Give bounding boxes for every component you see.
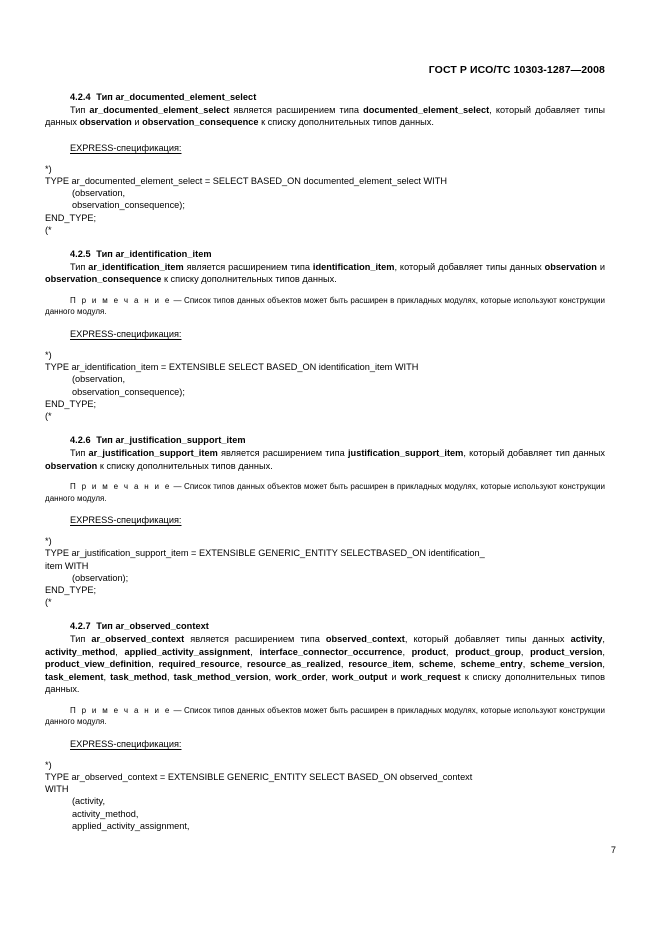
express-code-line: observation_consequence);	[72, 200, 185, 211]
clause-title: Тип ar_identification_item	[96, 249, 212, 260]
type-name-emphasis: applied_activity_assignment	[124, 646, 251, 657]
express-code-line: TYPE ar_observed_context = EXTENSIBLE GENERIC_ENTITY SELECT BASED_ON observed_context	[45, 771, 473, 782]
express-code-line: (observation,	[72, 374, 126, 385]
type-name-emphasis: scheme_entry	[460, 659, 523, 670]
paragraph-text: к списку дополнительных типов данных.	[97, 460, 273, 471]
note-paragraph	[45, 295, 605, 318]
clause-number: 4.2.5	[70, 249, 91, 260]
paragraph-text: Тип	[70, 105, 90, 115]
paragraph-text: ,	[602, 659, 605, 670]
paragraph-text: , который добавляет типы данных	[394, 262, 545, 273]
paragraph-text: к списку дополнительных типов данных.	[258, 117, 434, 128]
clause-heading	[45, 90, 605, 104]
clause-heading	[45, 619, 605, 633]
paragraph-text: и	[596, 262, 605, 273]
note-paragraph	[45, 481, 605, 504]
type-name-emphasis: observation	[79, 117, 132, 128]
type-name-emphasis: observation_consequence	[45, 274, 162, 285]
running-header-standard-id: ГОСТ Р ИСО/ТС 10303-1287—2008	[428, 64, 605, 76]
type-name-emphasis: observation	[544, 262, 597, 273]
type-name-emphasis: task_method	[110, 671, 168, 682]
type-name-emphasis: justification_support_item	[347, 448, 464, 459]
type-name-emphasis: activity	[570, 634, 603, 645]
type-name-emphasis: product_version	[530, 646, 603, 657]
express-code-line: (observation,	[72, 188, 126, 199]
express-code-line: observation_consequence);	[72, 386, 185, 397]
note-text: — Список типов данных объектов может быть расширен в прикладных модулях, которые используют конструкции данного модуля.	[45, 482, 605, 503]
express-specification-caption-text: EXPRESS-спецификация:	[70, 738, 182, 749]
page-number: 7	[610, 845, 616, 855]
express-code-line: (*	[45, 411, 52, 422]
clause-body-paragraph	[45, 104, 605, 129]
paragraph-text: ,	[325, 671, 333, 682]
paragraph-text: , который добавляет типы данных	[404, 634, 571, 645]
clause-heading	[45, 433, 605, 447]
paragraph-text: ,	[340, 659, 349, 670]
type-name-emphasis: observed_context	[325, 634, 405, 645]
express-code-line: WITH	[45, 784, 69, 795]
paragraph-text: является расширением типа	[184, 634, 326, 645]
express-code-block	[45, 535, 605, 608]
clause-body-paragraph	[45, 633, 605, 695]
paragraph-text: ,	[268, 671, 276, 682]
clause-title: Тип ar_documented_element_select	[96, 92, 257, 102]
express-code-line: (*	[45, 597, 52, 608]
paragraph-text: ,	[402, 646, 412, 657]
type-name-emphasis: resource_item	[348, 659, 412, 670]
type-name-emphasis: observation_consequence	[142, 117, 259, 128]
express-code-line: activity_method,	[72, 808, 139, 819]
express-code-line: *)	[45, 350, 52, 361]
paragraph-text: ,	[453, 659, 461, 670]
paragraph-text: ,	[602, 646, 605, 657]
clause-body-paragraph	[45, 447, 605, 472]
type-name-emphasis: observation	[45, 460, 98, 471]
paragraph-text: к списку дополнительных типов данных.	[45, 671, 605, 695]
type-name-emphasis: scheme_version	[530, 659, 603, 670]
type-name-emphasis: required_resource	[158, 659, 240, 670]
type-name-emphasis: ar_observed_context	[91, 634, 185, 645]
express-specification-caption	[45, 142, 605, 155]
paragraph-text: , который добавляет тип данных	[463, 448, 605, 459]
clause-number: 4.2.7	[70, 621, 91, 632]
type-name-emphasis: work_order	[275, 671, 326, 682]
type-name-emphasis: documented_element_select	[363, 105, 490, 115]
paragraph-text: и	[387, 671, 401, 682]
express-code-line: *)	[45, 163, 52, 174]
paragraph-text: Тип	[70, 262, 89, 273]
note-text: — Список типов данных объектов может быть расширен в прикладных модулях, которые используют конструкции данного модуля.	[45, 295, 605, 317]
express-code-block	[45, 759, 605, 832]
paragraph-text: ,	[411, 659, 419, 670]
note-label: П р и м е ч а н и е	[70, 705, 172, 715]
express-specification-caption	[45, 328, 605, 341]
paragraph-text: является расширением типа	[229, 105, 364, 115]
express-code-line: *)	[45, 536, 52, 547]
note-text: — Список типов данных объектов может быть расширен в прикладных модулях, которые используют конструкции данного модуля.	[45, 705, 605, 727]
clause-title: Тип ar_justification_support_item	[96, 435, 246, 446]
type-name-emphasis: product_group	[455, 646, 521, 657]
paragraph-text: к списку дополнительных типов данных.	[161, 274, 337, 285]
type-name-emphasis: ar_identification_item	[88, 262, 184, 273]
type-name-emphasis: task_method_version	[173, 671, 269, 682]
express-code-line: END_TYPE;	[45, 212, 97, 223]
express-code-line: *)	[45, 759, 52, 770]
express-code-line: (*	[45, 224, 52, 235]
paragraph-text: Тип	[70, 448, 89, 459]
express-specification-caption-text: EXPRESS-спецификация:	[70, 515, 182, 526]
type-name-emphasis: scheme	[418, 659, 454, 670]
express-code-line: END_TYPE;	[45, 585, 97, 596]
express-code-line: TYPE ar_documented_element_select = SELECT BASED_ON documented_element_select WITH	[45, 176, 447, 187]
type-name-emphasis: product	[411, 646, 447, 657]
paragraph-text: ,	[115, 646, 125, 657]
type-name-emphasis: ar_justification_support_item	[88, 448, 218, 459]
type-name-emphasis: resource_as_realized	[247, 659, 341, 670]
paragraph-text: ,	[522, 659, 531, 670]
clause-number: 4.2.6	[70, 435, 91, 446]
paragraph-text: Тип	[70, 634, 92, 645]
paragraph-text: ,	[103, 671, 111, 682]
paragraph-text: ,	[239, 659, 248, 670]
express-specification-caption-text: EXPRESS-спецификация:	[70, 329, 182, 340]
paragraph-text: ,	[151, 659, 159, 670]
express-code-line: item WITH	[45, 560, 89, 571]
paragraph-text: ,	[602, 634, 605, 645]
express-specification-caption-text: EXPRESS-спецификация:	[70, 142, 182, 153]
page-content	[45, 0, 605, 832]
type-name-emphasis: product_view_definition	[45, 659, 152, 670]
type-name-emphasis: ar_documented_element_select	[89, 105, 230, 115]
clause-number: 4.2.4	[70, 92, 91, 102]
express-code-line: TYPE ar_identification_item = EXTENSIBLE SELECT BASED_ON identification_item WITH	[45, 362, 419, 373]
paragraph-text: ,	[250, 646, 260, 657]
clause-list	[45, 90, 605, 832]
express-code-line: (observation);	[72, 572, 129, 583]
express-specification-caption	[45, 738, 605, 751]
type-name-emphasis: work_request	[400, 671, 461, 682]
type-name-emphasis: activity_method	[45, 646, 116, 657]
paragraph-text: ,	[446, 646, 456, 657]
clause-heading	[45, 247, 605, 261]
type-name-emphasis: identification_item	[312, 262, 395, 273]
paragraph-text: является расширением типа	[183, 262, 313, 273]
express-code-block	[45, 163, 605, 236]
note-label: П р и м е ч а н и е	[70, 295, 172, 305]
note-paragraph	[45, 705, 605, 728]
type-name-emphasis: task_element	[45, 671, 104, 682]
express-code-line: TYPE ar_justification_support_item = EXTENSIBLE GENERIC_ENTITY SELECTBASED_ON identification_	[45, 548, 485, 559]
express-specification-caption	[45, 514, 605, 527]
clause-body-paragraph	[45, 261, 605, 286]
express-code-line: END_TYPE;	[45, 398, 97, 409]
paragraph-text: ,	[167, 671, 174, 682]
type-name-emphasis: work_output	[332, 671, 388, 682]
paragraph-text: , который добавляет типы данных	[45, 105, 605, 128]
express-code-line: applied_activity_assignment,	[72, 820, 190, 831]
express-code-line: (activity,	[72, 796, 106, 807]
paragraph-text: является расширением типа	[217, 448, 348, 459]
paragraph-text: и	[131, 117, 143, 128]
paragraph-text: ,	[520, 646, 531, 657]
clause-title: Тип ar_observed_context	[96, 621, 209, 632]
type-name-emphasis: interface_connector_occurrence	[259, 646, 403, 657]
note-label: П р и м е ч а н и е	[70, 482, 172, 492]
express-code-block	[45, 349, 605, 422]
